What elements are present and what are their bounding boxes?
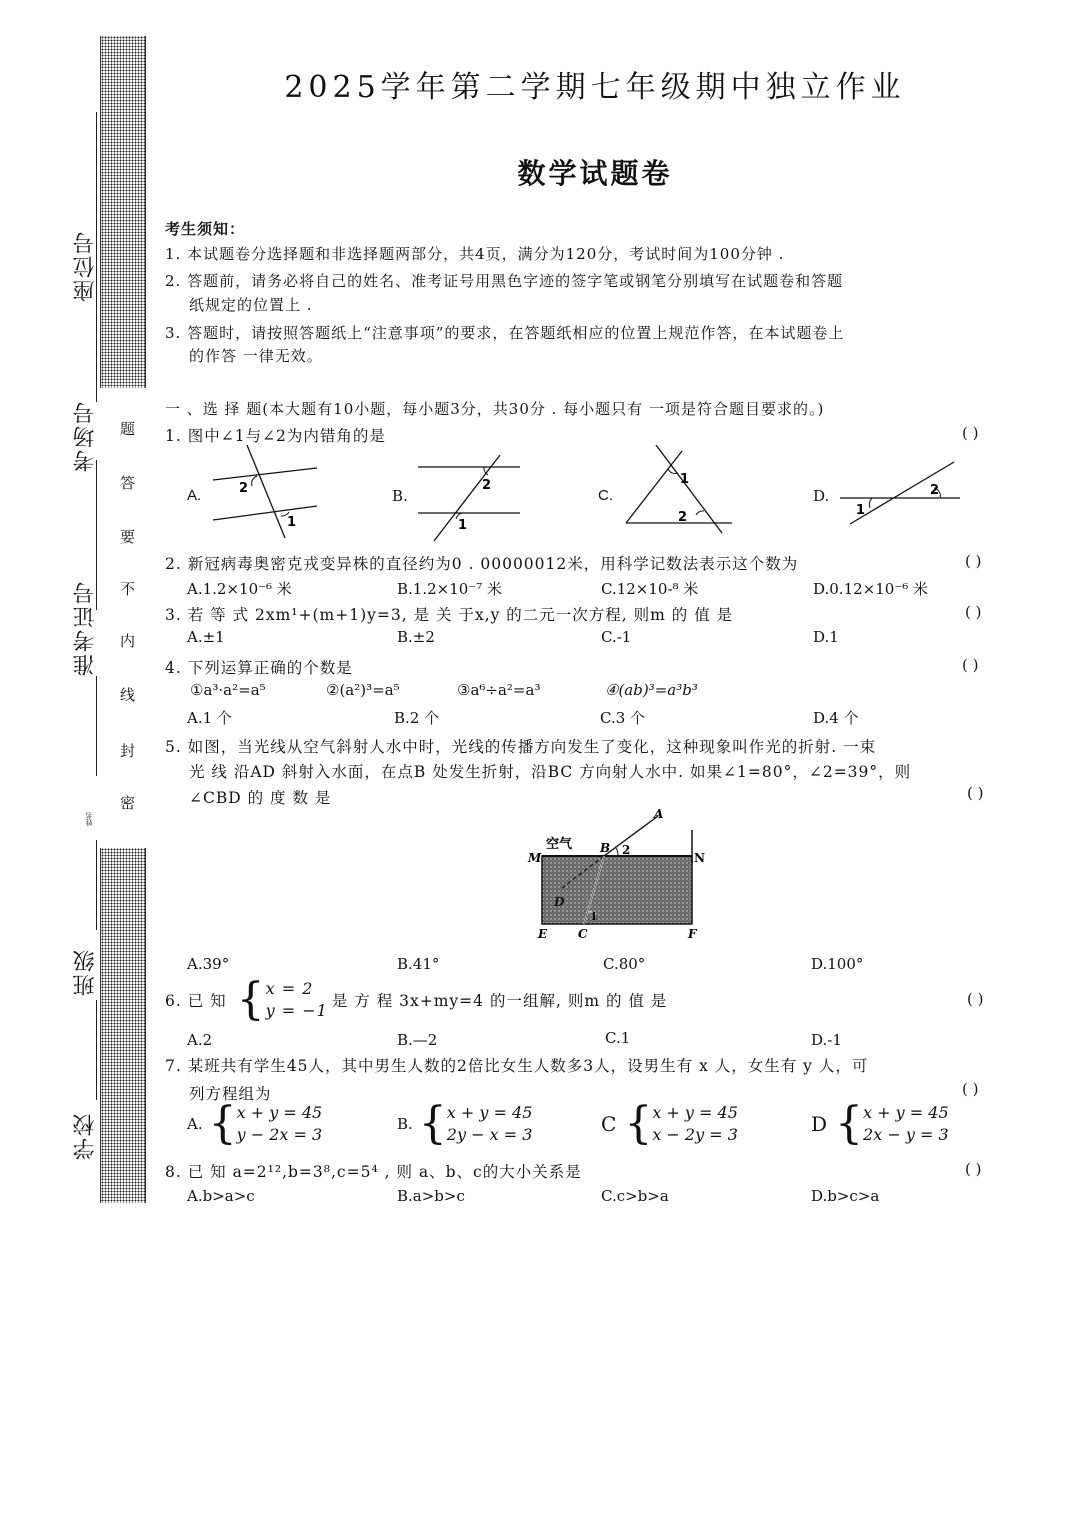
- angle-label-1: 1: [856, 503, 866, 518]
- angle-label-2: 2: [239, 481, 249, 496]
- q2-option-b: B.1.2×10⁻⁷ 米: [397, 580, 503, 598]
- name-label: 姓名: [85, 812, 93, 826]
- figure-label-2: 2: [622, 843, 631, 857]
- figure-label-D: D: [554, 895, 565, 909]
- q8-option-b: B.a>b>c: [397, 1187, 465, 1205]
- angle-label-2: 2: [678, 510, 688, 525]
- answer-parens: ( ): [965, 552, 982, 570]
- notice-item: 2. 答题前，请务必将自己的姓名、准考证号用黑色字迹的签字笔或钢笔分别填写在试题卷和答题: [165, 272, 844, 290]
- q8-option-d: D.b>c>a: [811, 1187, 880, 1205]
- question-5-line: ∠CBD 的 度 数 是: [189, 789, 332, 807]
- q2-option-c: C.12×10-⁸ 米: [601, 580, 699, 598]
- question-8-stem: 8. 已 知 a=2¹²,b=3⁸,c=5⁴ , 则 a、b、c的大小关系是: [165, 1163, 582, 1181]
- answer-parens: ( ): [962, 424, 979, 442]
- brace: {: [624, 1098, 653, 1149]
- q1-option-b-label: B.: [392, 487, 408, 505]
- section-heading: 一 、选 择 题(本大题有10小题，每小题3分，共30分 . 每小题只有 一项是符合题目要求的。): [165, 400, 825, 418]
- equation-system: [652, 1102, 738, 1146]
- q6-stem-post: 是 方 程 3x+my=4 的一组解, 则m 的 值 是: [331, 992, 668, 1010]
- question-2-stem: 2. 新冠病毒奥密克戎变异株的直径约为0 . 00000012米，用科学记数法表示这个数为: [165, 555, 799, 573]
- seal-char: 要: [120, 528, 136, 546]
- seal-char: 内: [120, 632, 136, 650]
- angle-label-1: 1: [287, 515, 297, 530]
- equation: 2x − y = 3: [863, 1125, 949, 1144]
- q6-system: [266, 978, 328, 1022]
- question-7-line: 列方程组为: [189, 1085, 272, 1103]
- question-4-stem: 4. 下列运算正确的个数是: [165, 659, 353, 677]
- q3-option-d: D.1: [813, 628, 839, 646]
- stipple-band-bottom: [100, 848, 146, 1203]
- q1-figure-a: [205, 440, 325, 540]
- notice-item: 1. 本试题卷分选择题和非选择题两部分，共4页，满分为120分，考试时间为100分钟 .: [165, 245, 785, 263]
- q4-item-4: ④(ab)³=a³b³: [605, 681, 698, 699]
- margin-line: [96, 840, 97, 930]
- q7-option-a-label: A.: [187, 1115, 203, 1133]
- figure-label-B: B: [600, 841, 611, 855]
- seal-char: 线: [120, 686, 136, 704]
- seal-char: 不: [120, 580, 136, 598]
- margin-line: [96, 676, 97, 776]
- answer-parens: ( ): [965, 603, 982, 621]
- q8-option-a: A.b>a>c: [187, 1187, 255, 1205]
- angle-label-2: 2: [930, 483, 940, 498]
- q5-option-d: D.100°: [811, 955, 864, 973]
- figure-label-M: M: [528, 851, 542, 865]
- question-3-stem: 3. 若 等 式 2xm¹+(m+1)y=3, 是 关 于x,y 的二元一次方程, 则m 的 值 是: [165, 606, 734, 624]
- q7-option-a: [187, 1098, 323, 1149]
- seal-char: 答: [120, 474, 136, 492]
- answer-parens: ( ): [967, 990, 984, 1008]
- answer-parens: ( ): [962, 656, 979, 674]
- q5-refraction-figure: [522, 802, 712, 944]
- school-label: 学校: [73, 1112, 98, 1160]
- question-7-line: 7. 某班共有学生45人，其中男生人数的2倍比女生人数多3人，设男生有 x 人，女生有 y 人，可: [165, 1057, 869, 1075]
- notice-heading: 考生须知：: [165, 220, 246, 238]
- notice-item: 3. 答题时，请按照答题纸上“注意事项”的要求，在答题纸相应的位置上规范作答，在本试题卷上: [165, 324, 845, 342]
- q2-option-d: D.0.12×10⁻⁶ 米: [813, 580, 929, 598]
- question-6-stem: [165, 975, 667, 1025]
- equation: x − 2y = 3: [652, 1125, 738, 1144]
- answer-parens: ( ): [965, 1160, 982, 1178]
- brace: {: [835, 1098, 864, 1149]
- figure-label-A: A: [654, 807, 664, 821]
- answer-parens: ( ): [962, 1080, 979, 1098]
- figure-label-air: 空气: [546, 837, 573, 852]
- q4-item-1: ①a³·a²=a⁵: [190, 681, 266, 699]
- q1-option-c-label: C.: [598, 487, 613, 504]
- notice-item: 纸规定的位置上 .: [189, 296, 313, 314]
- q1-option-d-label: D.: [813, 487, 830, 505]
- notice-item: 的作答 一律无效。: [189, 347, 323, 365]
- q4-item-3: ③a⁶÷a²=a³: [457, 681, 541, 699]
- q4-option-a: A.1 个: [187, 709, 232, 727]
- q7-option-b-label: B.: [397, 1115, 413, 1133]
- brace: {: [208, 1098, 237, 1149]
- q6-stem-pre: 6. 已 知: [165, 992, 227, 1010]
- angle-label-1: 1: [680, 472, 690, 487]
- class-label: 班级: [73, 948, 98, 996]
- equation: x + y = 45: [652, 1103, 738, 1122]
- q6-system-brace: {: [236, 974, 266, 1025]
- seal-char: 题: [120, 420, 136, 438]
- q4-option-b: B.2 个: [394, 709, 440, 727]
- q5-option-c: C.80°: [603, 955, 646, 973]
- equation: x + y = 45: [446, 1103, 533, 1122]
- q7-option-d: [811, 1098, 949, 1149]
- figure-label-F: F: [688, 927, 697, 941]
- figure-label-E: E: [538, 927, 548, 941]
- exam-room-label: 考场号: [73, 400, 98, 472]
- equation: y − 2x = 3: [236, 1125, 323, 1144]
- figure-label-N: N: [694, 851, 705, 865]
- seal-char: 封: [120, 742, 136, 760]
- q1-figure-b: [412, 455, 532, 545]
- q3-option-b: B.±2: [397, 628, 435, 646]
- question-1-stem: 1. 图中∠1与∠2为内错角的是: [165, 427, 386, 445]
- q6-option-c: C.1: [605, 1029, 631, 1047]
- equation-system: [863, 1102, 949, 1146]
- angle-label-2: 2: [482, 478, 492, 493]
- q5-option-b: B.41°: [397, 955, 440, 973]
- q7-option-d-label: D: [811, 1112, 828, 1136]
- paper-subtitle: 数学试题卷: [517, 157, 673, 190]
- q6-option-d: D.-1: [811, 1031, 842, 1049]
- q2-option-a: A.1.2×10⁻⁶ 米: [187, 580, 292, 598]
- figure-label-C: C: [578, 927, 588, 941]
- answer-parens: ( ): [967, 784, 984, 802]
- equation: x + y = 45: [863, 1103, 949, 1122]
- q3-option-c: C.-1: [601, 628, 632, 646]
- page-title: 2025学年第二学期七年级期中独立作业: [284, 70, 906, 105]
- q4-option-c: C.3 个: [600, 709, 646, 727]
- q7-option-c-label: C: [601, 1112, 617, 1136]
- q6-option-b: B.—2: [397, 1031, 438, 1049]
- equation: 2y − x = 3: [446, 1125, 533, 1144]
- equation-system: [447, 1102, 533, 1146]
- q4-option-d: D.4 个: [813, 709, 859, 727]
- q8-option-c: C.c>b>a: [601, 1187, 669, 1205]
- figure-label-1: 1: [590, 910, 598, 923]
- q4-item-2: ②(a²)³=a⁵: [326, 681, 400, 699]
- q5-option-a: A.39°: [187, 955, 230, 973]
- q1-figure-d: [836, 458, 966, 528]
- angle-label-1: 1: [458, 518, 468, 533]
- q7-option-b: [397, 1098, 533, 1149]
- q1-option-a-label: A.: [187, 487, 202, 504]
- margin-line: [96, 1000, 97, 1100]
- q3-option-a: A.±1: [187, 628, 225, 646]
- q6-option-a: A.2: [187, 1031, 213, 1049]
- q6-eq-2: y = −1: [265, 1001, 328, 1020]
- brace: {: [418, 1098, 447, 1149]
- seat-number-label: 座位号: [73, 230, 98, 302]
- q6-eq-1: x = 2: [265, 979, 314, 998]
- equation-system: [237, 1102, 323, 1146]
- q7-option-c: [601, 1098, 738, 1149]
- ticket-number-label: 准考证号: [73, 580, 98, 676]
- equation: x + y = 45: [236, 1103, 323, 1122]
- q1-figure-c: [620, 445, 740, 535]
- question-5-line: 5. 如图，当光线从空气斜射人水中时，光线的传播方向发生了变化，这种现象叫作光的折射. 一束: [165, 738, 877, 756]
- seal-char: 密: [120, 794, 136, 812]
- question-5-line: 光 线 沿AD 斜射入水面，在点B 处发生折射，沿BC 方向射人水中. 如果∠1=80°，∠2=39°，则: [189, 763, 912, 781]
